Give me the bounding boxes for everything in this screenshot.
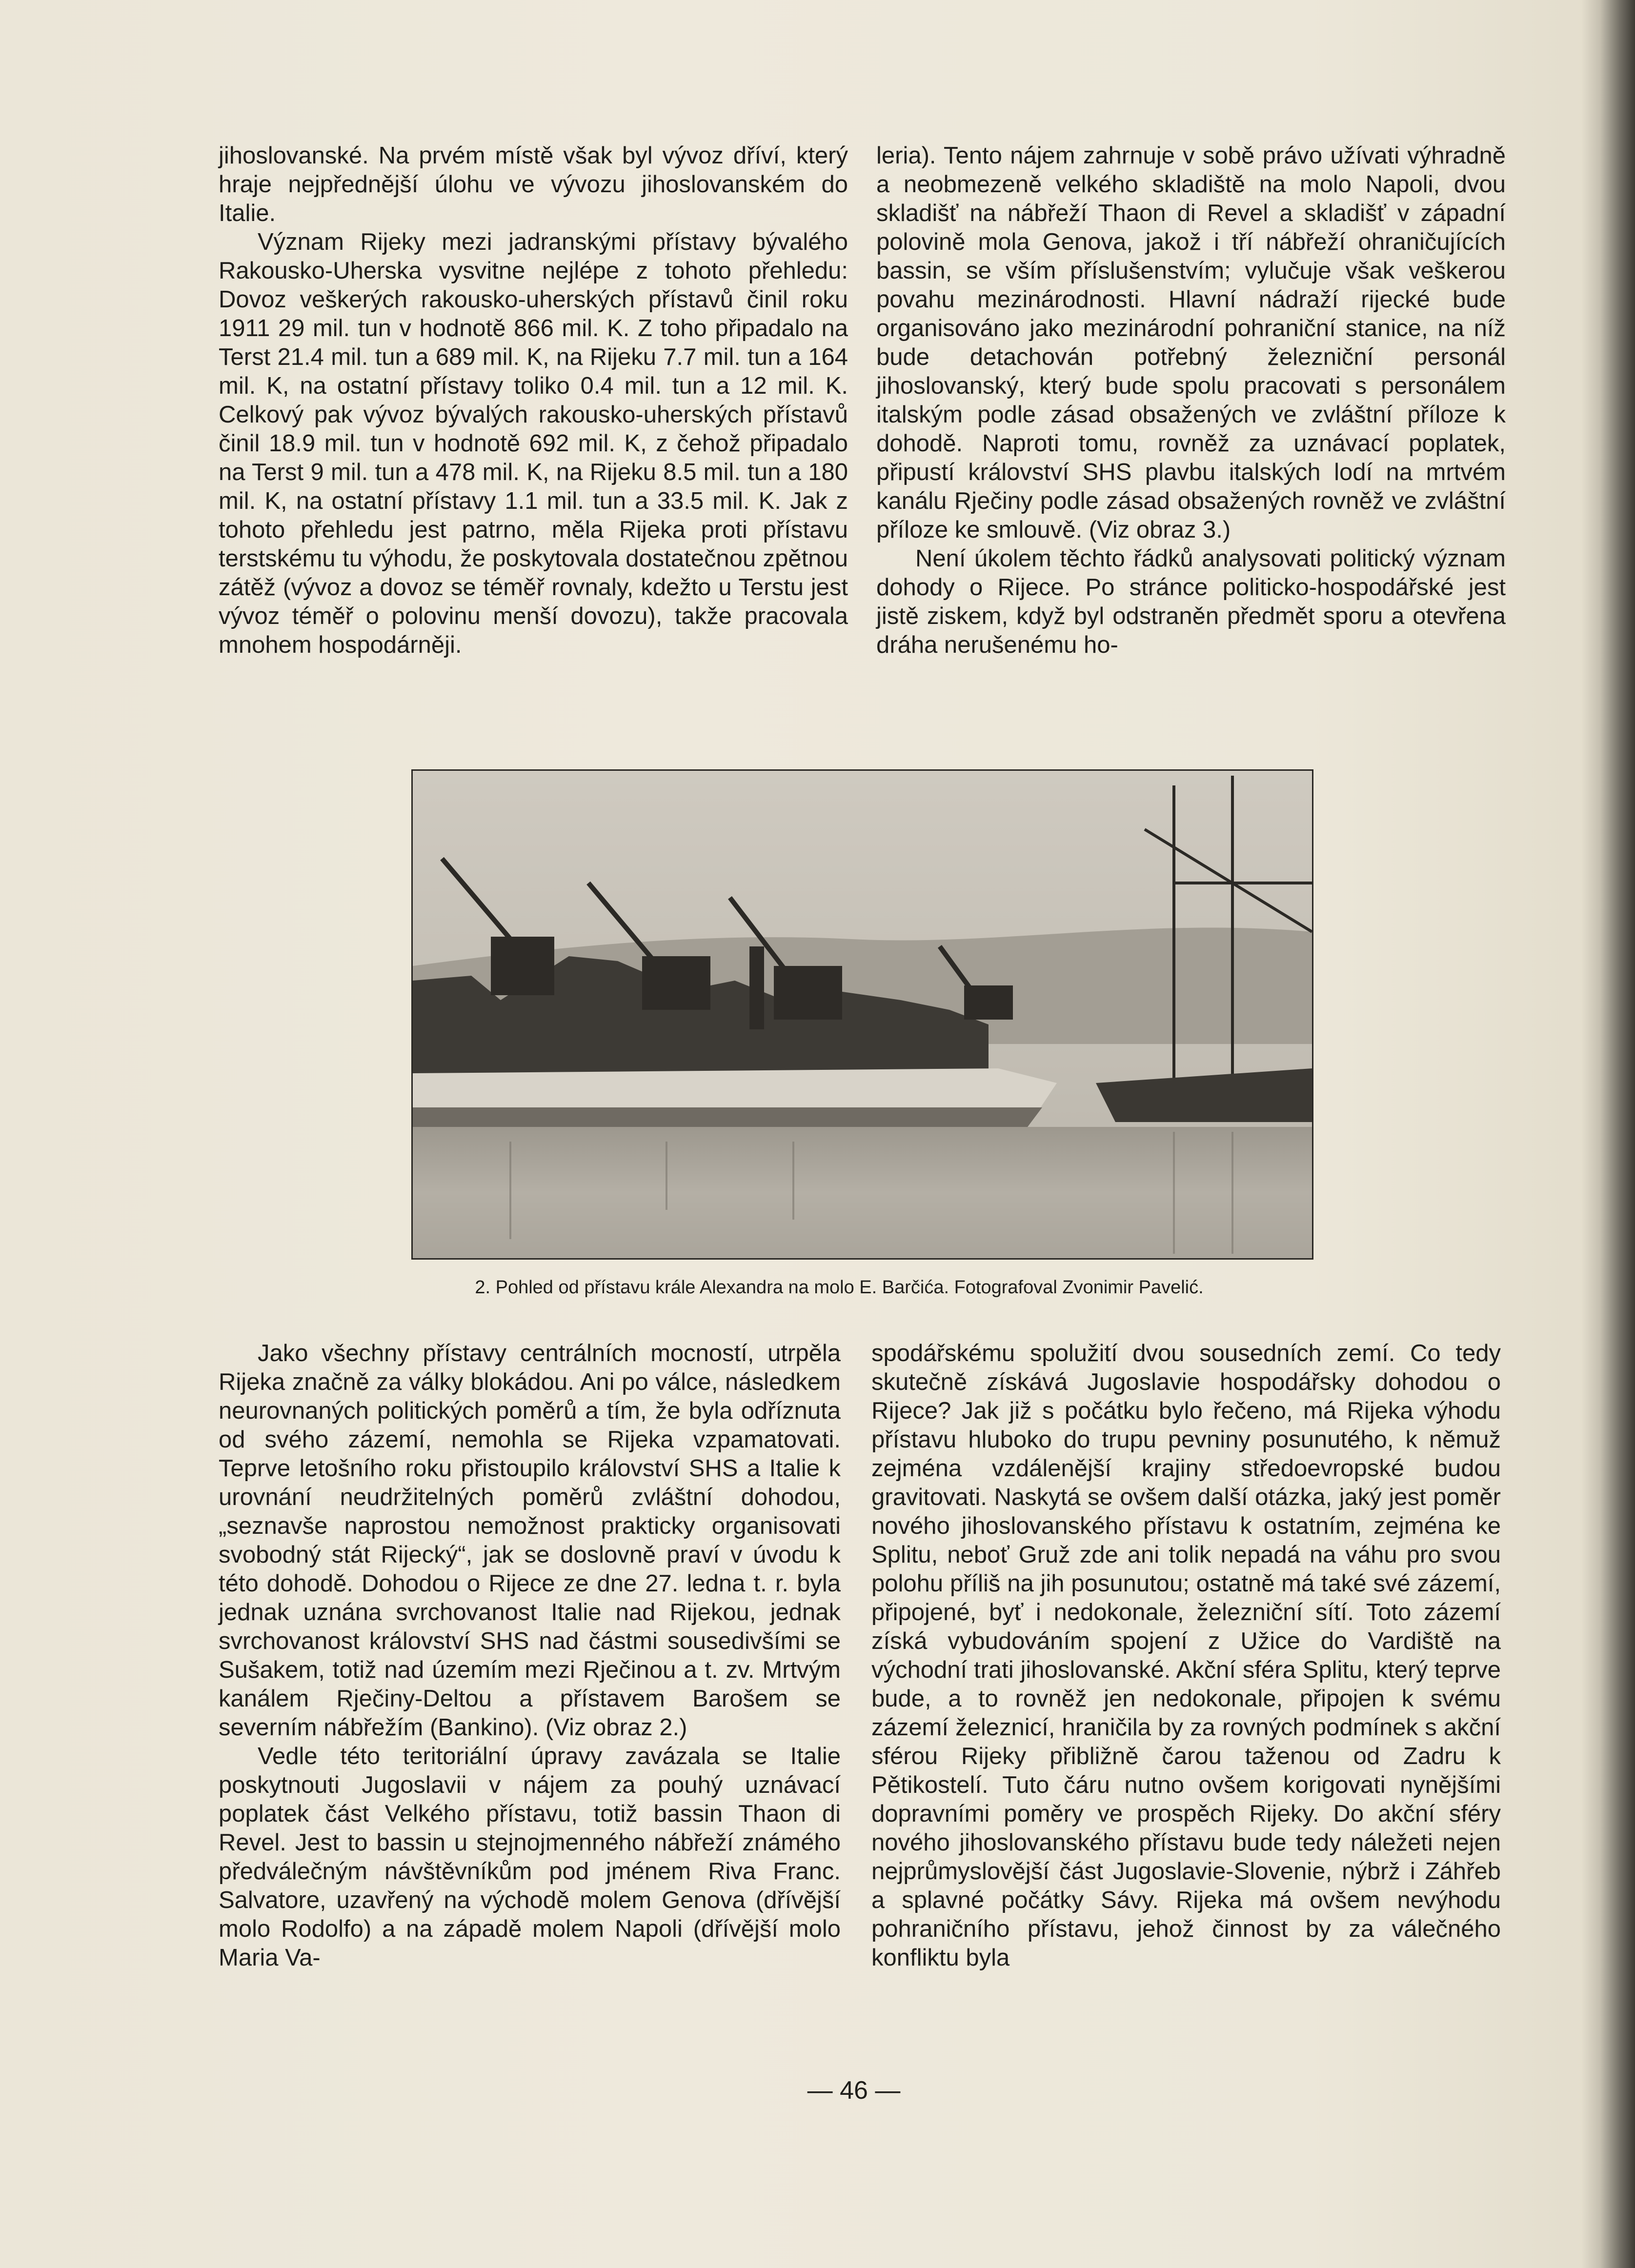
paragraph: Jako všechny přístavy centrálních mocností, utrpěla Rijeka značně za války blokádou. Ani po válce, následkem neurovnaných politických poměrů a tím, že byla odříznuta od svého zázemí, nemohla se Rijeka vzpamatovati. Teprve letošního roku přistoupilo království SHS a Italie k urovnání neudržitelných poměrů zvláštní dohodou, „seznavše naprostou nemožnost prakticky organisovati svobodný stát Rijecký“, jak se doslovně praví v úvodu k této dohodě. Dohodou o Rijece ze dne 27. ledna t. r. byla jednak uznána svrchovanost Italie nad Rijekou, jednak svrchovanost království SHS nad částmi sousedivšími se Sušakem, totiž nad územím mezi Rječinou a t. zv. Mrtvým kanálem Rječiny-Deltou a přístavem Barošem se severním nábřežím (Bankino). (Viz obraz 2.)	[219, 1340, 841, 1741]
binding-edge	[1581, 0, 1635, 2268]
text-column-bottom-left	[219, 1339, 841, 1972]
paragraph: leria). Tento nájem zahrnuje v sobě právo užívati výhradně a neobmezeně velkého skladiště na molo Napoli, dvou skladišť na nábřeží Thaon di Revel a skladišť v západní polovině mola Genova, jakož i tří nábřeží ohraničujících bassin, se vším příslušenstvím; vylučuje však veškerou povahu mezinárodnosti. Hlavní nádraží rijecké bude organisováno jako mezinárodní pohraniční stanice, na níž bude detachován potřebný železniční personál jihoslovanský, který bude spolu pracovati s personálem italským podle zásad obsažených ve zvláštní příloze k dohodě. Naproti tomu, rovněž za uznávací poplatek, připustí království SHS plavbu italských lodí na mrtvém kanálu Rječiny podle zásad obsažených rovněž ve zvláštní příloze ke smlouvě. (Viz obraz 3.)	[876, 142, 1506, 543]
text-column-top-left	[219, 141, 848, 660]
paragraph: jihoslovanské. Na prvém místě však byl vývoz dříví, který hraje nejpřednější úlohu ve vývozu jihoslovanském do Italie.	[219, 142, 848, 226]
figure-caption: 2. Pohled od přístavu krále Alexandra na molo E. Barčića. Fotografoval Zvonimir Pavelić.	[475, 1277, 1204, 1298]
text-column-bottom-right	[871, 1339, 1501, 1972]
paragraph: Význam Rijeky mezi jadranskými přístavy bývalého Rakousko-Uherska vysvitne nejlépe z tohoto přehledu: Dovoz veškerých rakousko-uherských přístavů činil roku 1911 29 mil. tun v hodnotě 866 mil. K. Z toho připadalo na Terst 21.4 mil. tun a 689 mil. K, na Rijeku 7.7 mil. tun a 164 mil. K, na ostatní přístavy toliko 0.4 mil. tun a 12 mil. K. Celkový pak vývoz bývalých rakousko-uherských přístavů činil 18.9 mil. tun v hodnotě 692 mil. K, z čehož připadalo na Terst 9 mil. tun a 478 mil. K, na Rijeku 8.5 mil. tun a 180 mil. K, na ostatní přístavy 1.1 mil. tun a 33.5 mil. K. Jak z tohoto přehledu jest patrno, měla Rijeka proti přístavu terstskému tu výhodu, že poskytovala dostatečnou zpětnou zátěž (vývoz a dovoz se téměř rovnaly, kdežto u Terstu jest vývoz téměř o polovinu menší dovozu), takže pracovala mnohem hospodárněji.	[219, 229, 848, 658]
text-column-top-right	[876, 141, 1506, 660]
paragraph: Není úkolem těchto řádků analysovati politický význam dohody o Rijece. Po stránce politicko-hospodářské jest jistě ziskem, když byl odstraněn předmět sporu a otevřena dráha nerušenému ho-	[876, 545, 1506, 658]
paragraph: Vedle této teritoriální úpravy zavázala se Italie poskytnouti Jugoslavii v nájem za pouhý uznávací poplatek část Velkého přístavu, totiž bassin Thaon di Revel. Jest to bassin u stejnojmenného nábřeží známého předválečným návštěvníkům pod jménem Riva Franc. Salvatore, uzavřený na východě molem Genova (dřívější molo Rodolfo) a na západě molem Napoli (dřívější molo Maria Va-	[219, 1743, 841, 1971]
harbor-photo-image	[413, 771, 1312, 1258]
paragraph: spodářskému spolužití dvou sousedních zemí. Co tedy skutečně získává Jugoslavie hospodářsky dohodou o Rijece? Jak již s počátku bylo řečeno, má Rijeka výhodu přístavu hluboko do trupu pevniny posunutého, k němuž zejména vzdálenější krajiny středoevropské budou gravitovati. Naskytá se ovšem další otázka, jaký jest poměr nového jihoslovanského přístavu k ostatním, zejména ke Splitu, neboť Gruž zde ani tolik nepadá na váhu pro svou polohu příliš na jih posunutou; ostatně má také své zázemí, připojené, byť i nedokonale, železniční sítí. Toto zázemí získá vybudováním spojení z Užice do Vardiště na východní trati jihoslovanské. Akční sféra Splitu, který teprve bude, a to rovněž jen nedokonale, připojen k svému zázemí železnicí, hraničila by za rovných podmínek s akční sférou Rijeky přibližně čarou taženou od Zadru k Pětikostelí. Tuto čáru nutno ovšem korigovati nynějšími dopravními poměry ve prospěch Rijeky. Do akční sféry nového jihoslovanského přístavu bude tedy náležeti nejen nejprůmyslovější část Jugoslavie-Slovenie, nýbrž i Záhřeb a splavné počátky Sávy. Rijeka má ovšem nevýhodu pohraničního přístavu, jehož činnost by za válečného konfliktu byla	[871, 1340, 1501, 1971]
harbor-photograph	[411, 769, 1313, 1260]
page-number: — 46 —	[807, 2076, 901, 2105]
